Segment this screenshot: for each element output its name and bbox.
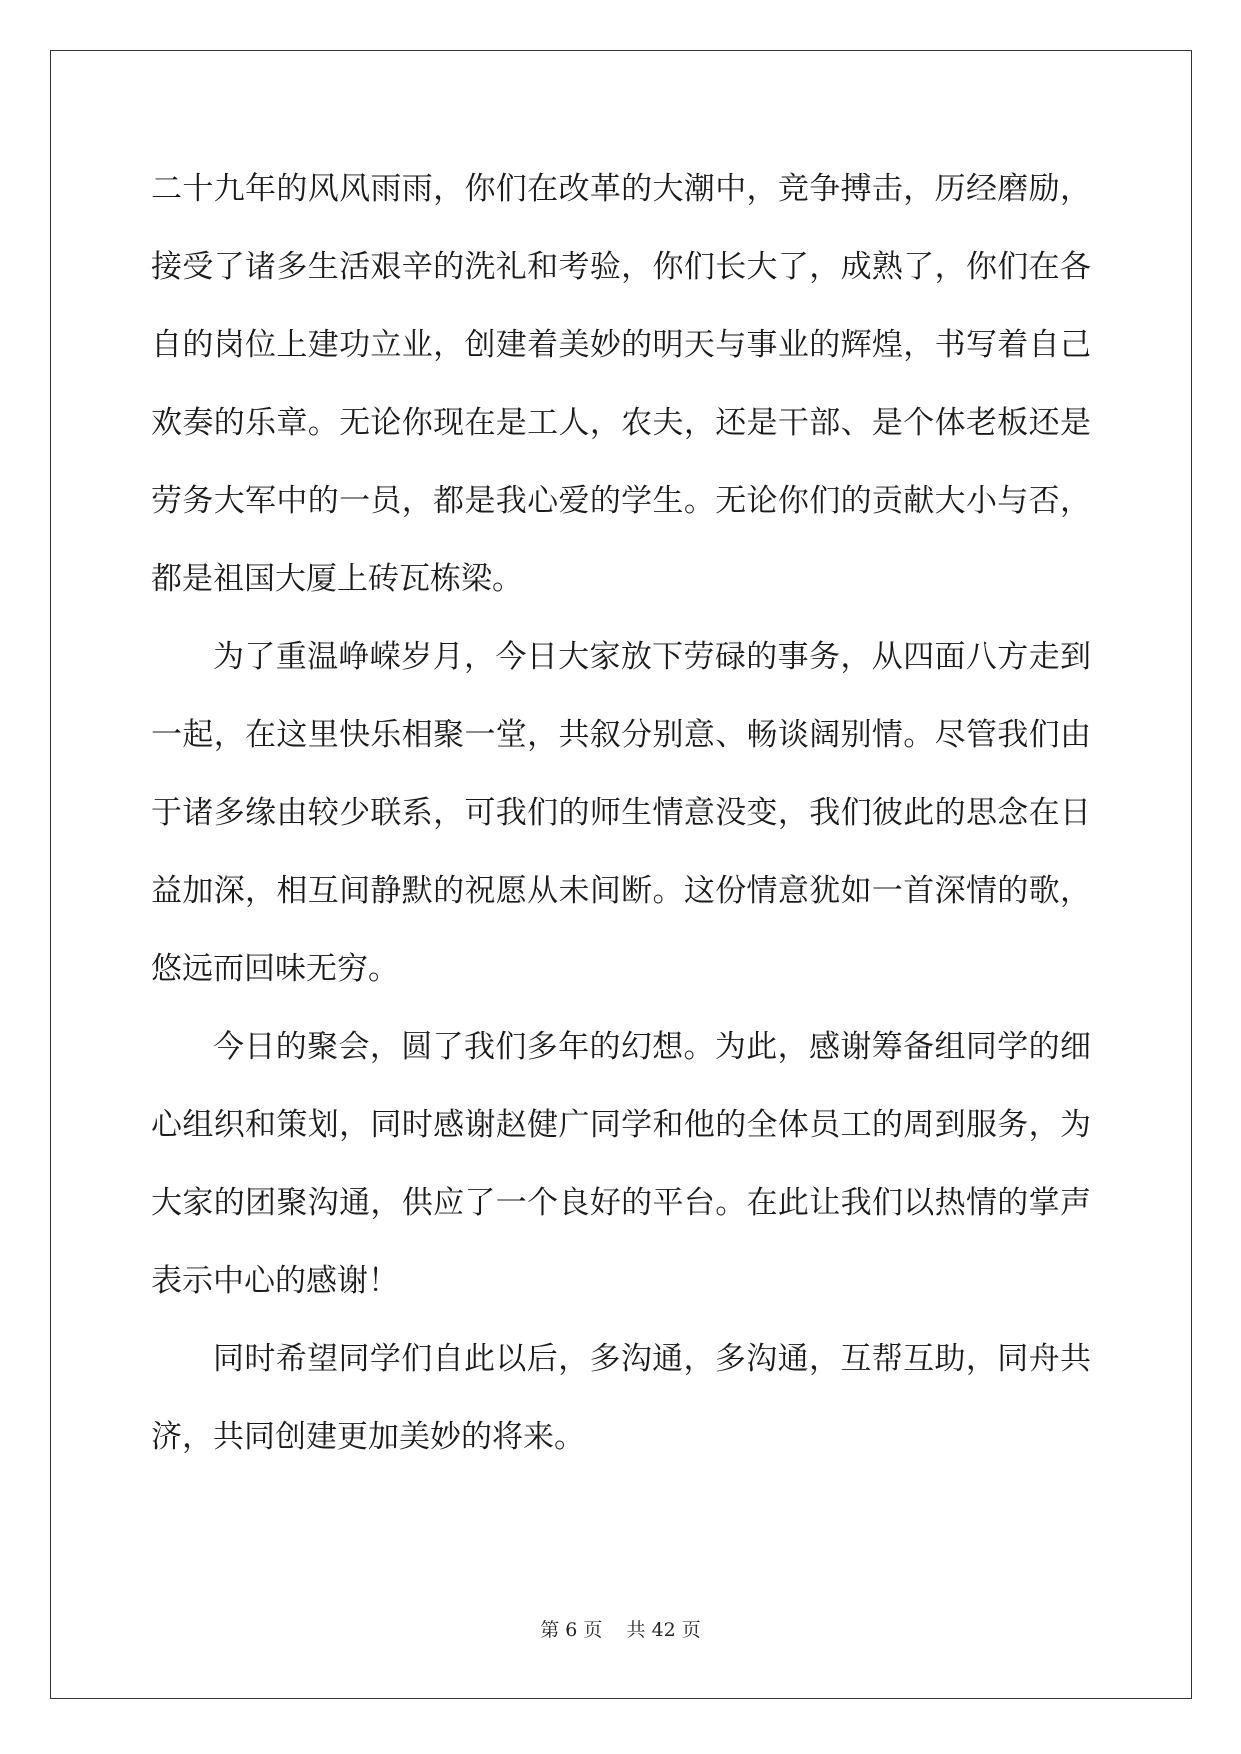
text-line: 为了重温峥嵘岁月，今日大家放下劳碌的事务，从四面八方走到 <box>213 639 1091 675</box>
text-line: 一起，在这里快乐相聚一堂，共叙分别意、畅谈阔别情。尽管我们由 <box>151 717 1091 753</box>
text-line: 悠远而回味无穷。 <box>151 951 399 987</box>
document-body <box>151 150 1091 1476</box>
page-number-footer <box>0 1615 1241 1642</box>
text-line: 心组织和策划，同时感谢赵健广同学和他的全体员工的周到服务，为 <box>151 1107 1091 1143</box>
text-line: 益加深，相互间静默的祝愿从未间断。这份情意犹如一首深情的歌， <box>151 873 1091 909</box>
text-line: 劳务大军中的一员，都是我心爱的学生。无论你们的贡献大小与否， <box>151 483 1091 519</box>
text-line: 都是祖国大厦上砖瓦栋梁。 <box>151 561 523 597</box>
text-line: 济，共同创建更加美妙的将来。 <box>151 1419 585 1455</box>
text-line: 今日的聚会，圆了我们多年的幻想。为此，感谢筹备组同学的细 <box>213 1029 1091 1065</box>
page-number-label: 第 6 页 共 42 页 <box>540 1619 701 1641</box>
text-line: 表示中心的感谢！ <box>151 1263 399 1299</box>
text-line: 自的岗位上建功立业，创建着美妙的明天与事业的辉煌，书写着自己 <box>151 327 1091 363</box>
text-line: 大家的团聚沟通，供应了一个良好的平台。在此让我们以热情的掌声 <box>151 1185 1091 1221</box>
text-line: 同时希望同学们自此以后，多沟通，多沟通，互帮互助，同舟共 <box>213 1341 1091 1377</box>
text-line: 接受了诸多生活艰辛的洗礼和考验，你们长大了，成熟了，你们在各 <box>151 249 1091 285</box>
text-line: 于诸多缘由较少联系，可我们的师生情意没变，我们彼此的思念在日 <box>151 795 1091 831</box>
text-line: 二十九年的风风雨雨，你们在改革的大潮中，竞争搏击，历经磨励， <box>151 171 1091 207</box>
text-line: 欢奏的乐章。无论你现在是工人，农夫，还是干部、是个体老板还是 <box>151 405 1091 441</box>
